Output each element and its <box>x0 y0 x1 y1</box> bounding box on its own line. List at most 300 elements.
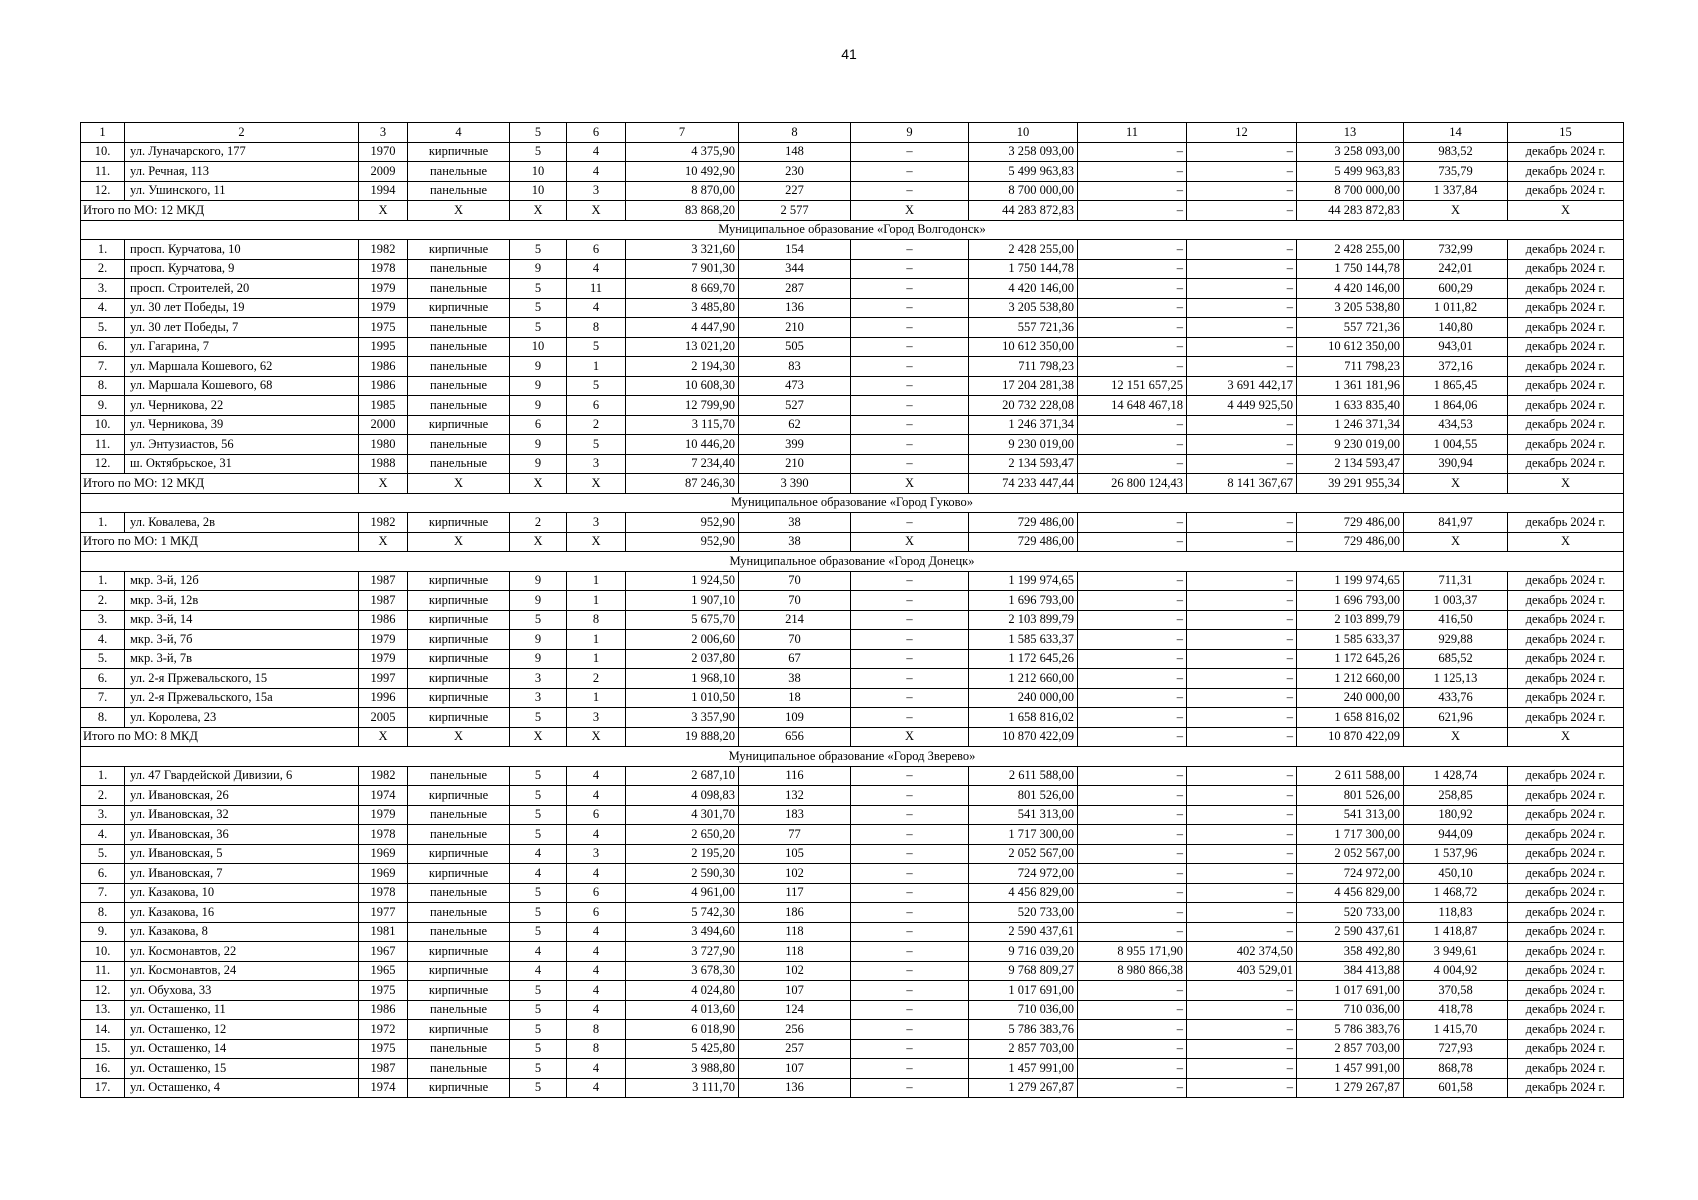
table-cell: – <box>851 513 969 533</box>
table-cell: 2 052 567,00 <box>1297 844 1404 864</box>
total-label: Итого по МО: 12 МКД <box>81 474 359 494</box>
building-address: ул. Обухова, 33 <box>125 981 359 1001</box>
table-cell: 1986 <box>359 610 408 630</box>
table-cell: 1 750 144,78 <box>969 259 1078 279</box>
building-address: ул. Маршала Кошевого, 62 <box>125 357 359 377</box>
total-cell: 19 888,20 <box>626 727 739 747</box>
table-cell: 801 526,00 <box>1297 786 1404 806</box>
table-cell: – <box>851 1078 969 1098</box>
building-address: ул. Ивановская, 7 <box>125 864 359 884</box>
table-cell: 1982 <box>359 766 408 786</box>
table-row <box>81 805 1624 825</box>
table-cell: 9 230 019,00 <box>969 435 1078 455</box>
column-number-header: 3 <box>359 123 408 143</box>
table-cell: – <box>1078 766 1187 786</box>
table-cell: 10 446,20 <box>626 435 739 455</box>
table-row <box>81 396 1624 416</box>
table-cell: 9 230 019,00 <box>1297 435 1404 455</box>
table-cell: 2 103 899,79 <box>969 610 1078 630</box>
table-cell: 4 <box>567 961 626 981</box>
table-row <box>81 864 1624 884</box>
table-cell: 5 <box>510 766 567 786</box>
table-cell: 724 972,00 <box>1297 864 1404 884</box>
table-cell: 11. <box>81 961 125 981</box>
table-cell: – <box>1187 708 1297 728</box>
table-cell: 6. <box>81 337 125 357</box>
table-cell: 3 727,90 <box>626 942 739 962</box>
table-cell: 1 <box>567 649 626 669</box>
municipality-title: Муниципальное образование «Город Гуково» <box>81 493 1624 513</box>
table-cell: 3. <box>81 805 125 825</box>
table-cell: 724 972,00 <box>969 864 1078 884</box>
table-cell: – <box>1187 415 1297 435</box>
table-cell: – <box>851 630 969 650</box>
table-cell: 9. <box>81 922 125 942</box>
table-cell: 1 361 181,96 <box>1297 376 1404 396</box>
table-cell: 3 <box>567 454 626 474</box>
table-cell: – <box>1187 513 1297 533</box>
table-cell: декабрь 2024 г. <box>1508 786 1624 806</box>
table-cell: 1979 <box>359 805 408 825</box>
municipality-title: Муниципальное образование «Город Зверево» <box>81 747 1624 767</box>
table-cell: 2 134 593,47 <box>969 454 1078 474</box>
table-cell: 9 <box>510 649 567 669</box>
table-cell: 240 000,00 <box>969 688 1078 708</box>
table-cell: 5 <box>510 883 567 903</box>
table-cell: 183 <box>739 805 851 825</box>
table-cell: – <box>1078 357 1187 377</box>
building-address: ул. Ушинского, 11 <box>125 181 359 201</box>
table-cell: – <box>1187 142 1297 162</box>
table-cell: – <box>851 318 969 338</box>
table-cell: 5. <box>81 318 125 338</box>
table-cell: 10 608,30 <box>626 376 739 396</box>
table-cell: 1975 <box>359 318 408 338</box>
table-cell: 1980 <box>359 435 408 455</box>
table-cell: 1978 <box>359 825 408 845</box>
table-cell: – <box>851 942 969 962</box>
building-address: просп. Строителей, 20 <box>125 279 359 299</box>
total-cell: – <box>1078 201 1187 221</box>
total-cell: X <box>359 727 408 747</box>
table-cell: 8 700 000,00 <box>1297 181 1404 201</box>
table-cell: 4 <box>567 162 626 182</box>
table-cell: – <box>1187 630 1297 650</box>
table-cell: 2 195,20 <box>626 844 739 864</box>
table-cell: – <box>851 435 969 455</box>
table-cell: – <box>851 259 969 279</box>
table-cell: декабрь 2024 г. <box>1508 883 1624 903</box>
table-cell: 711,31 <box>1404 571 1508 591</box>
table-cell: – <box>851 766 969 786</box>
table-cell: 5 <box>567 435 626 455</box>
table-cell: кирпичные <box>408 688 510 708</box>
table-cell: кирпичные <box>408 298 510 318</box>
table-cell: 520 733,00 <box>969 903 1078 923</box>
table-cell: 3 <box>567 513 626 533</box>
table-cell: 3 <box>510 688 567 708</box>
building-address: ш. Октябрьское, 31 <box>125 454 359 474</box>
table-cell: 6 <box>567 903 626 923</box>
table-cell: 70 <box>739 591 851 611</box>
table-cell: 433,76 <box>1404 688 1508 708</box>
column-number-header: 8 <box>739 123 851 143</box>
table-cell: – <box>1078 162 1187 182</box>
table-cell: 1982 <box>359 513 408 533</box>
table-cell: 5 <box>510 805 567 825</box>
table-cell: 8 955 171,90 <box>1078 942 1187 962</box>
table-cell: – <box>851 883 969 903</box>
building-address: ул. Ивановская, 32 <box>125 805 359 825</box>
column-number-header: 2 <box>125 123 359 143</box>
table-cell: 944,09 <box>1404 825 1508 845</box>
table-cell: 9 716 039,20 <box>969 942 1078 962</box>
table-cell: 1 017 691,00 <box>1297 981 1404 1001</box>
total-cell: 952,90 <box>626 532 739 552</box>
table-cell: 2009 <box>359 162 408 182</box>
table-cell: панельные <box>408 162 510 182</box>
table-cell: 5 <box>510 1020 567 1040</box>
table-row <box>81 942 1624 962</box>
table-cell: 4 013,60 <box>626 1000 739 1020</box>
table-cell: – <box>1187 454 1297 474</box>
table-cell: кирпичные <box>408 240 510 260</box>
table-cell: – <box>1078 688 1187 708</box>
table-cell: декабрь 2024 г. <box>1508 454 1624 474</box>
table-cell: декабрь 2024 г. <box>1508 805 1624 825</box>
table-cell: – <box>1078 864 1187 884</box>
table-cell: – <box>851 337 969 357</box>
table-cell: 8 <box>567 610 626 630</box>
table-cell: 1 864,06 <box>1404 396 1508 416</box>
column-number-header: 1 <box>81 123 125 143</box>
table-cell: 1 717 300,00 <box>969 825 1078 845</box>
table-cell: 5 425,80 <box>626 1039 739 1059</box>
table-row <box>81 630 1624 650</box>
table-cell: – <box>851 708 969 728</box>
table-cell: 2 611 588,00 <box>969 766 1078 786</box>
table-cell: 711 798,23 <box>1297 357 1404 377</box>
table-cell: 4 420 146,00 <box>1297 279 1404 299</box>
table-cell: декабрь 2024 г. <box>1508 708 1624 728</box>
table-cell: 1970 <box>359 142 408 162</box>
table-cell: 1 457 991,00 <box>1297 1059 1404 1079</box>
table-cell: – <box>851 1039 969 1059</box>
table-cell: 4 <box>567 1059 626 1079</box>
table-cell: декабрь 2024 г. <box>1508 181 1624 201</box>
table-cell: 2 103 899,79 <box>1297 610 1404 630</box>
table-cell: 4 024,80 <box>626 981 739 1001</box>
table-cell: 1 199 974,65 <box>1297 571 1404 591</box>
building-address: просп. Курчатова, 10 <box>125 240 359 260</box>
table-cell: 9. <box>81 396 125 416</box>
table-cell: 5 <box>510 318 567 338</box>
table-cell: 4 449 925,50 <box>1187 396 1297 416</box>
table-cell: 710 036,00 <box>969 1000 1078 1020</box>
total-cell: X <box>567 474 626 494</box>
table-cell: 287 <box>739 279 851 299</box>
table-cell: 6 <box>567 396 626 416</box>
table-row <box>81 825 1624 845</box>
table-cell: 7. <box>81 883 125 903</box>
table-cell: 132 <box>739 786 851 806</box>
table-cell: 1 585 633,37 <box>969 630 1078 650</box>
table-cell: 2 857 703,00 <box>969 1039 1078 1059</box>
table-cell: 3 258 093,00 <box>1297 142 1404 162</box>
table-cell: 7 901,30 <box>626 259 739 279</box>
table-cell: 4 456 829,00 <box>969 883 1078 903</box>
table-cell: 2 428 255,00 <box>1297 240 1404 260</box>
table-cell: декабрь 2024 г. <box>1508 513 1624 533</box>
table-cell: – <box>1187 1059 1297 1079</box>
column-number-header: 6 <box>567 123 626 143</box>
table-cell: – <box>1187 318 1297 338</box>
table-cell: декабрь 2024 г. <box>1508 435 1624 455</box>
table-cell: 12 151 657,25 <box>1078 376 1187 396</box>
table-cell: – <box>1078 1000 1187 1020</box>
total-cell: X <box>1508 727 1624 747</box>
table-cell: 1 633 835,40 <box>1297 396 1404 416</box>
table-cell: 5 <box>510 279 567 299</box>
table-row <box>81 708 1624 728</box>
table-cell: – <box>851 571 969 591</box>
municipality-total-row <box>81 474 1624 494</box>
table-cell: – <box>1187 1020 1297 1040</box>
table-cell: 13 021,20 <box>626 337 739 357</box>
table-cell: 5 <box>510 903 567 923</box>
table-cell: 600,29 <box>1404 279 1508 299</box>
table-cell: 372,16 <box>1404 357 1508 377</box>
table-cell: 4 <box>567 864 626 884</box>
table-cell: 4 <box>510 961 567 981</box>
table-cell: 1 279 267,87 <box>969 1078 1078 1098</box>
table-cell: – <box>851 961 969 981</box>
table-cell: 3 949,61 <box>1404 942 1508 962</box>
table-cell: 5 <box>567 337 626 357</box>
table-cell: декабрь 2024 г. <box>1508 688 1624 708</box>
table-body <box>81 123 1624 1098</box>
table-cell: 5 <box>510 1059 567 1079</box>
table-cell: 1969 <box>359 864 408 884</box>
table-cell: панельные <box>408 903 510 923</box>
building-address: ул. Космонавтов, 22 <box>125 942 359 962</box>
table-cell: кирпичные <box>408 1020 510 1040</box>
table-cell: 1 279 267,87 <box>1297 1078 1404 1098</box>
table-cell: 4 301,70 <box>626 805 739 825</box>
table-cell: 18 <box>739 688 851 708</box>
table-cell: – <box>851 181 969 201</box>
table-cell: 8 700 000,00 <box>969 181 1078 201</box>
total-cell: X <box>851 727 969 747</box>
table-cell: 1 246 371,34 <box>969 415 1078 435</box>
table-cell: 38 <box>739 513 851 533</box>
table-cell: 1979 <box>359 649 408 669</box>
total-cell: 10 870 422,09 <box>969 727 1078 747</box>
table-cell: – <box>851 376 969 396</box>
municipality-section-row <box>81 747 1624 767</box>
table-cell: декабрь 2024 г. <box>1508 162 1624 182</box>
table-cell: панельные <box>408 922 510 942</box>
total-cell: 39 291 955,34 <box>1297 474 1404 494</box>
table-cell: 2 590 437,61 <box>969 922 1078 942</box>
table-row <box>81 903 1624 923</box>
table-cell: 4 <box>567 259 626 279</box>
table-cell: 9 <box>510 454 567 474</box>
table-cell: 358 492,80 <box>1297 942 1404 962</box>
table-cell: – <box>851 844 969 864</box>
table-cell: 8 669,70 <box>626 279 739 299</box>
table-cell: 1986 <box>359 357 408 377</box>
table-cell: 62 <box>739 415 851 435</box>
column-number-header: 15 <box>1508 123 1624 143</box>
table-cell: 3 485,80 <box>626 298 739 318</box>
total-cell: X <box>567 727 626 747</box>
building-address: ул. Маршала Кошевого, 68 <box>125 376 359 396</box>
table-cell: 116 <box>739 766 851 786</box>
table-cell: кирпичные <box>408 610 510 630</box>
table-cell: 1981 <box>359 922 408 942</box>
table-cell: 1 011,82 <box>1404 298 1508 318</box>
table-cell: 4 <box>567 981 626 1001</box>
table-cell: 434,53 <box>1404 415 1508 435</box>
column-number-header: 5 <box>510 123 567 143</box>
table-row <box>81 1059 1624 1079</box>
table-cell: 180,92 <box>1404 805 1508 825</box>
table-cell: 9 <box>510 630 567 650</box>
column-number-header: 12 <box>1187 123 1297 143</box>
total-cell: X <box>510 201 567 221</box>
table-cell: 2 134 593,47 <box>1297 454 1404 474</box>
table-cell: – <box>1078 1059 1187 1079</box>
building-address: ул. Осташенко, 12 <box>125 1020 359 1040</box>
table-cell: 5 <box>510 825 567 845</box>
table-cell: 1 <box>567 630 626 650</box>
table-cell: 118,83 <box>1404 903 1508 923</box>
total-cell: X <box>510 727 567 747</box>
table-cell: панельные <box>408 454 510 474</box>
table-cell: 1997 <box>359 669 408 689</box>
table-cell: 2 037,80 <box>626 649 739 669</box>
table-cell: 8 870,00 <box>626 181 739 201</box>
table-cell: – <box>1078 279 1187 299</box>
column-number-header: 7 <box>626 123 739 143</box>
table-cell: 868,78 <box>1404 1059 1508 1079</box>
table-cell: – <box>851 1059 969 1079</box>
table-cell: 242,01 <box>1404 259 1508 279</box>
building-address: просп. Курчатова, 9 <box>125 259 359 279</box>
table-cell: декабрь 2024 г. <box>1508 318 1624 338</box>
table-cell: – <box>851 454 969 474</box>
table-row <box>81 1020 1624 1040</box>
table-cell: 9 <box>510 435 567 455</box>
table-cell: 1986 <box>359 376 408 396</box>
table-cell: – <box>1187 279 1297 299</box>
page-number: 41 <box>841 46 857 62</box>
table-cell: 107 <box>739 1059 851 1079</box>
table-cell: 3. <box>81 610 125 630</box>
table-cell: 11. <box>81 435 125 455</box>
table-cell: 2005 <box>359 708 408 728</box>
table-cell: декабрь 2024 г. <box>1508 279 1624 299</box>
table-cell: кирпичные <box>408 708 510 728</box>
table-cell: декабрь 2024 г. <box>1508 903 1624 923</box>
table-cell: 105 <box>739 844 851 864</box>
table-row <box>81 786 1624 806</box>
table-cell: декабрь 2024 г. <box>1508 376 1624 396</box>
table-cell: – <box>1187 688 1297 708</box>
table-cell: панельные <box>408 1059 510 1079</box>
total-cell: X <box>1508 201 1624 221</box>
total-cell: X <box>408 727 510 747</box>
table-cell: 15. <box>81 1039 125 1059</box>
table-cell: 1 <box>567 688 626 708</box>
table-cell: панельные <box>408 318 510 338</box>
table-cell: 12 799,90 <box>626 396 739 416</box>
total-cell: X <box>510 474 567 494</box>
table-cell: 8 <box>567 318 626 338</box>
table-cell: декабрь 2024 г. <box>1508 844 1624 864</box>
total-cell: X <box>567 201 626 221</box>
table-cell: 4 <box>567 942 626 962</box>
building-address: мкр. 3-й, 7в <box>125 649 359 669</box>
table-cell: – <box>1187 1078 1297 1098</box>
table-row <box>81 279 1624 299</box>
table-cell: 4 <box>567 142 626 162</box>
table-cell: 2 052 567,00 <box>969 844 1078 864</box>
table-cell: 83 <box>739 357 851 377</box>
table-cell: 5 <box>510 786 567 806</box>
table-cell: 1 968,10 <box>626 669 739 689</box>
table-cell: – <box>1078 708 1187 728</box>
table-cell: 16. <box>81 1059 125 1079</box>
table-cell: 9 <box>510 591 567 611</box>
table-cell: – <box>1078 1020 1187 1040</box>
table-cell: кирпичные <box>408 961 510 981</box>
total-cell: X <box>408 201 510 221</box>
table-cell: 3 <box>567 708 626 728</box>
table-cell: 5. <box>81 649 125 669</box>
total-cell: X <box>1404 727 1508 747</box>
table-cell: 3 678,30 <box>626 961 739 981</box>
table-cell: – <box>851 298 969 318</box>
table-cell: 4 375,90 <box>626 142 739 162</box>
table-cell: – <box>1187 435 1297 455</box>
table-cell: панельные <box>408 1039 510 1059</box>
table-cell: 5 <box>510 1000 567 1020</box>
table-cell: – <box>851 922 969 942</box>
table-cell: 1 428,74 <box>1404 766 1508 786</box>
table-cell: 4 <box>510 844 567 864</box>
table-cell: 17. <box>81 1078 125 1098</box>
table-row <box>81 961 1624 981</box>
table-cell: 1 337,84 <box>1404 181 1508 201</box>
table-cell: – <box>1187 259 1297 279</box>
table-cell: панельные <box>408 396 510 416</box>
table-cell: 1 212 660,00 <box>969 669 1078 689</box>
total-cell: X <box>408 474 510 494</box>
table-cell: 983,52 <box>1404 142 1508 162</box>
table-cell: панельные <box>408 1000 510 1020</box>
table-row <box>81 454 1624 474</box>
table-cell: 230 <box>739 162 851 182</box>
total-cell: 44 283 872,83 <box>969 201 1078 221</box>
table-cell: 2 <box>510 513 567 533</box>
building-address: ул. Осташенко, 14 <box>125 1039 359 1059</box>
table-cell: 6 <box>510 415 567 435</box>
total-cell: X <box>1508 474 1624 494</box>
table-cell: – <box>851 649 969 669</box>
table-cell: – <box>1187 1000 1297 1020</box>
